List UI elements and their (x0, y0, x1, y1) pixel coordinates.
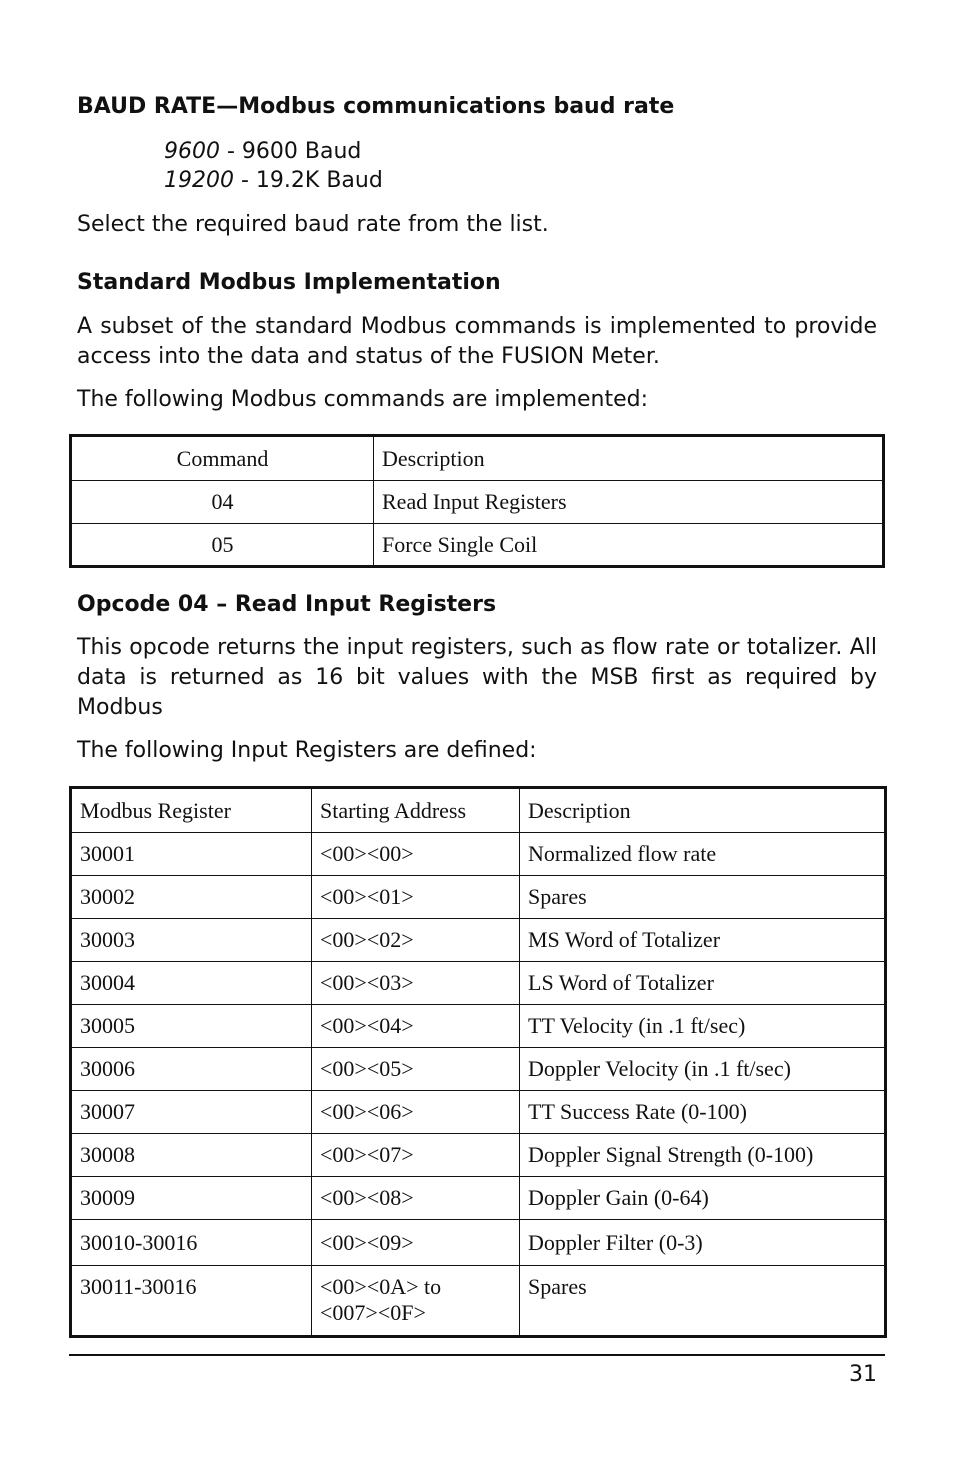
table-row (71, 1048, 886, 1091)
baud-option-9600 (164, 137, 361, 167)
table-row (71, 919, 886, 962)
table-row (71, 1005, 886, 1048)
table-cell: 30005 (71, 1005, 312, 1048)
registers-intro: The following Input Registers are defined: (77, 738, 537, 763)
table-cell: <00><04> (312, 1005, 520, 1048)
table-cell: Doppler Filter (0-3) (520, 1220, 886, 1266)
table-cell: <00><08> (312, 1177, 520, 1220)
table-cell: Doppler Signal Strength (0-100) (520, 1134, 886, 1177)
address-line: <007><0F> (320, 1300, 426, 1325)
table-header-cell: Starting Address (312, 788, 520, 833)
address-line: <00><0A> to (320, 1274, 442, 1299)
table-cell: Read Input Registers (374, 481, 884, 524)
table-cell: Spares (520, 876, 886, 919)
table-header-cell: Description (520, 788, 886, 833)
registers-table (69, 786, 887, 1338)
baud-instruction: Select the required baud rate from the list. (77, 212, 549, 237)
baud-option-text: - 19.2K Baud (234, 168, 383, 193)
table-cell: 30009 (71, 1177, 312, 1220)
opcode-para: This opcode returns the input registers, such as flow rate or totalizer. All data is returned as 16 bit values with the MSB first as required by Modbus (77, 635, 877, 720)
table-cell: LS Word of Totalizer (520, 962, 886, 1005)
table-row (71, 524, 884, 567)
table-header-row (71, 788, 886, 833)
standard-modbus-heading: Standard Modbus Implementation (77, 270, 501, 295)
baud-option-text: - 9600 Baud (220, 139, 362, 164)
table-cell: <00><06> (312, 1091, 520, 1134)
table-row (71, 833, 886, 876)
table-row (71, 962, 886, 1005)
table-cell: Spares (520, 1266, 886, 1337)
table-cell: <00><01> (312, 876, 520, 919)
table-header-cell: Modbus Register (71, 788, 312, 833)
table-cell: 30006 (71, 1048, 312, 1091)
table-row (71, 1177, 886, 1220)
commands-intro: The following Modbus commands are implemented: (77, 387, 649, 412)
table-cell: TT Velocity (in .1 ft/sec) (520, 1005, 886, 1048)
table-cell: <00><05> (312, 1048, 520, 1091)
table-cell: MS Word of Totalizer (520, 919, 886, 962)
table-cell: Doppler Velocity (in .1 ft/sec) (520, 1048, 886, 1091)
table-row (71, 1134, 886, 1177)
table-cell: 05 (71, 524, 374, 567)
table-cell: 30010-30016 (71, 1220, 312, 1266)
commands-table (69, 434, 885, 568)
table-cell (312, 1266, 520, 1337)
table-header-cell: Description (374, 436, 884, 481)
table-cell: 30001 (71, 833, 312, 876)
baud-option-value: 9600 (164, 139, 220, 164)
table-cell: <00><00> (312, 833, 520, 876)
standard-modbus-para: A subset of the standard Modbus commands is implemented to provide access into the data and status of the FUSION Meter. (77, 314, 877, 369)
table-cell: <00><02> (312, 919, 520, 962)
table-cell: 30004 (71, 962, 312, 1005)
table-cell: TT Success Rate (0-100) (520, 1091, 886, 1134)
table-cell: 30008 (71, 1134, 312, 1177)
table-cell: <00><09> (312, 1220, 520, 1266)
table-row (71, 1091, 886, 1134)
footer-divider (69, 1354, 885, 1356)
opcode-heading: Opcode 04 – Read Input Registers (77, 592, 497, 617)
table-row (71, 1266, 886, 1337)
table-cell: Doppler Gain (0-64) (520, 1177, 886, 1220)
baud-option-value: 19200 (164, 168, 234, 193)
table-cell: <00><07> (312, 1134, 520, 1177)
table-cell: 30003 (71, 919, 312, 962)
table-cell: 30002 (71, 876, 312, 919)
table-header-row (71, 436, 884, 481)
baud-rate-heading: BAUD RATE—Modbus communications baud rate (77, 94, 675, 119)
table-cell: Normalized flow rate (520, 833, 886, 876)
table-row (71, 876, 886, 919)
table-cell: 30011-30016 (71, 1266, 312, 1337)
table-cell: Force Single Coil (374, 524, 884, 567)
table-row (71, 1220, 886, 1266)
table-cell: 30007 (71, 1091, 312, 1134)
table-cell: <00><03> (312, 962, 520, 1005)
table-header-cell: Command (71, 436, 374, 481)
page-number: 31 (849, 1362, 877, 1387)
table-row (71, 481, 884, 524)
table-cell: 04 (71, 481, 374, 524)
baud-option-19200 (164, 166, 383, 196)
